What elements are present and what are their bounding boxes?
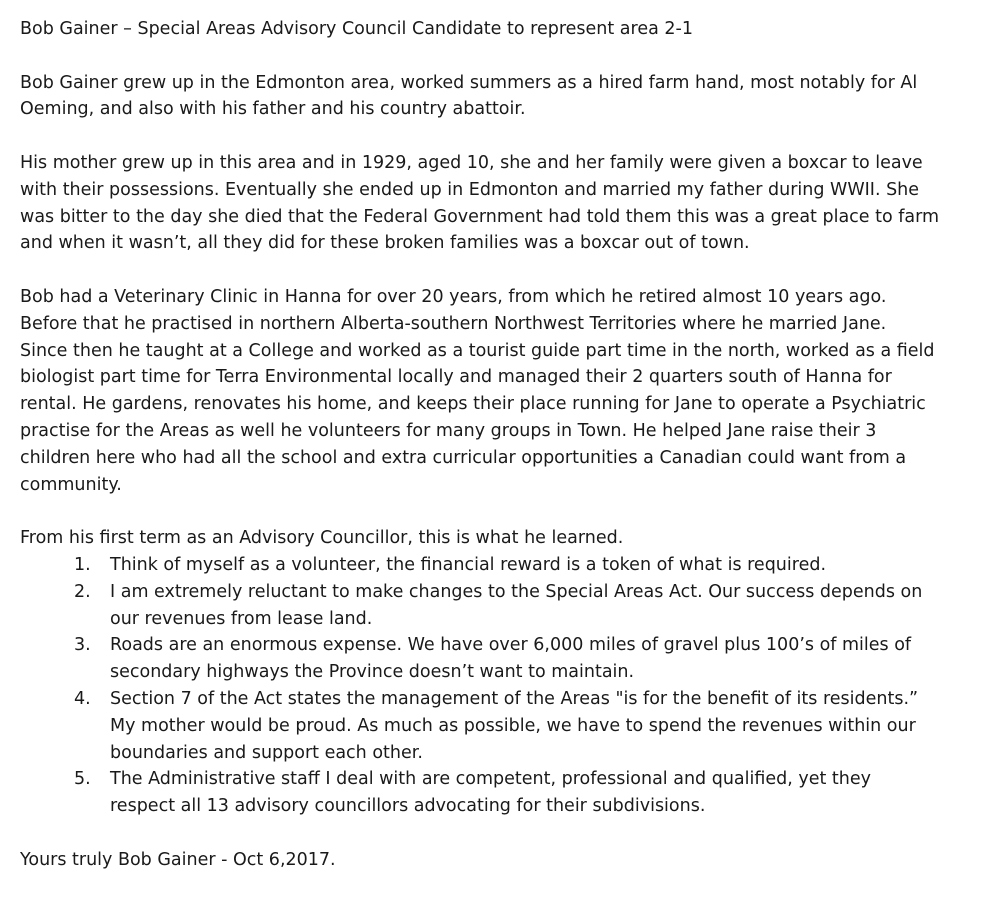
text-line: Since then he taught at a College and worked as a tourist guide part time in the north, worked as a field [20,340,935,361]
list-number: 4. [74,688,91,709]
text-line: My mother would be proud. As much as possible, we have to spend the revenues within our [110,715,916,736]
text-line: Bob had a Veterinary Clinic in Hanna for over 20 years, from which he retired almost 10 years ago. [20,286,887,307]
paragraph-mother [20,150,975,257]
list-intro: From his first term as an Advisory Councillor, this is what he learned. [20,528,624,549]
document-heading: Bob Gainer – Special Areas Advisory Council Candidate to represent area 2-1 [20,19,693,39]
text-line: rental. He gardens, renovates his home, and keeps their place running for Jane to operate a Psychiatric [20,394,926,415]
text-line: our revenues from lease land. [110,608,373,629]
lessons-list [20,552,975,820]
text-line: Think of myself as a volunteer, the financial reward is a token of what is required. [110,554,827,575]
list-number: 2. [74,581,91,602]
text-line: respect all 13 advisory councillors advocating for their subdivisions. [110,796,706,817]
paragraph-upbringing [20,70,975,124]
text-line: His mother grew up in this area and in 1929, aged 10, she and her family were given a boxcar to leave [20,152,923,173]
paragraph-career [20,284,975,498]
text-line: with their possessions. Eventually she ended up in Edmonton and married my father during WWII. She [20,179,920,200]
list-item [20,632,975,686]
text-line: children here who had all the school and extra curricular opportunities a Canadian could want from a [20,447,907,468]
paragraph-gap [20,498,975,525]
text-line: Before that he practised in northern Alberta-southern Northwest Territories where he married Jane. [20,313,887,334]
text-line: Roads are an enormous expense. We have over 6,000 miles of gravel plus 100’s of miles of [110,635,912,656]
list-number: 3. [74,635,91,656]
text-line: secondary highways the Province doesn’t want to maintain. [110,662,635,683]
paragraph-gap [20,123,975,150]
list-item [20,686,975,766]
text-line: and when it wasn’t, all they did for these broken families was a boxcar out of town. [20,233,750,254]
text-line: Bob Gainer grew up in the Edmonton area, worked summers as a hired farm hand, most notably for Al [20,72,918,93]
text-line: practise for the Areas as well he volunteers for many groups in Town. He helped Jane raise their 3 [20,420,877,441]
list-item [20,766,975,820]
paragraph-gap [20,43,975,70]
text-line: biologist part time for Terra Environmental locally and managed their 2 quarters south of Hanna for [20,367,892,388]
text-line: I am extremely reluctant to make changes to the Special Areas Act. Our success depends on [110,581,923,602]
text-line: Oeming, and also with his father and his country abattoir. [20,99,526,120]
list-number: 5. [74,769,91,790]
list-number: 1. [74,554,91,575]
paragraph-gap [20,820,975,847]
text-line: boundaries and support each other. [110,742,423,763]
list-item [20,579,975,633]
document-body [20,16,975,874]
signoff: Yours truly Bob Gainer - Oct 6,2017. [20,849,336,870]
text-line: community. [20,474,122,495]
text-line: The Administrative staff I deal with are competent, professional and qualified, yet they [110,769,872,790]
list-item [20,552,975,579]
text-line: Section 7 of the Act states the management of the Areas "is for the benefit of its residents.” [110,688,919,709]
paragraph-gap [20,257,975,284]
text-line: was bitter to the day she died that the Federal Government had told them this was a great place to farm [20,206,940,227]
